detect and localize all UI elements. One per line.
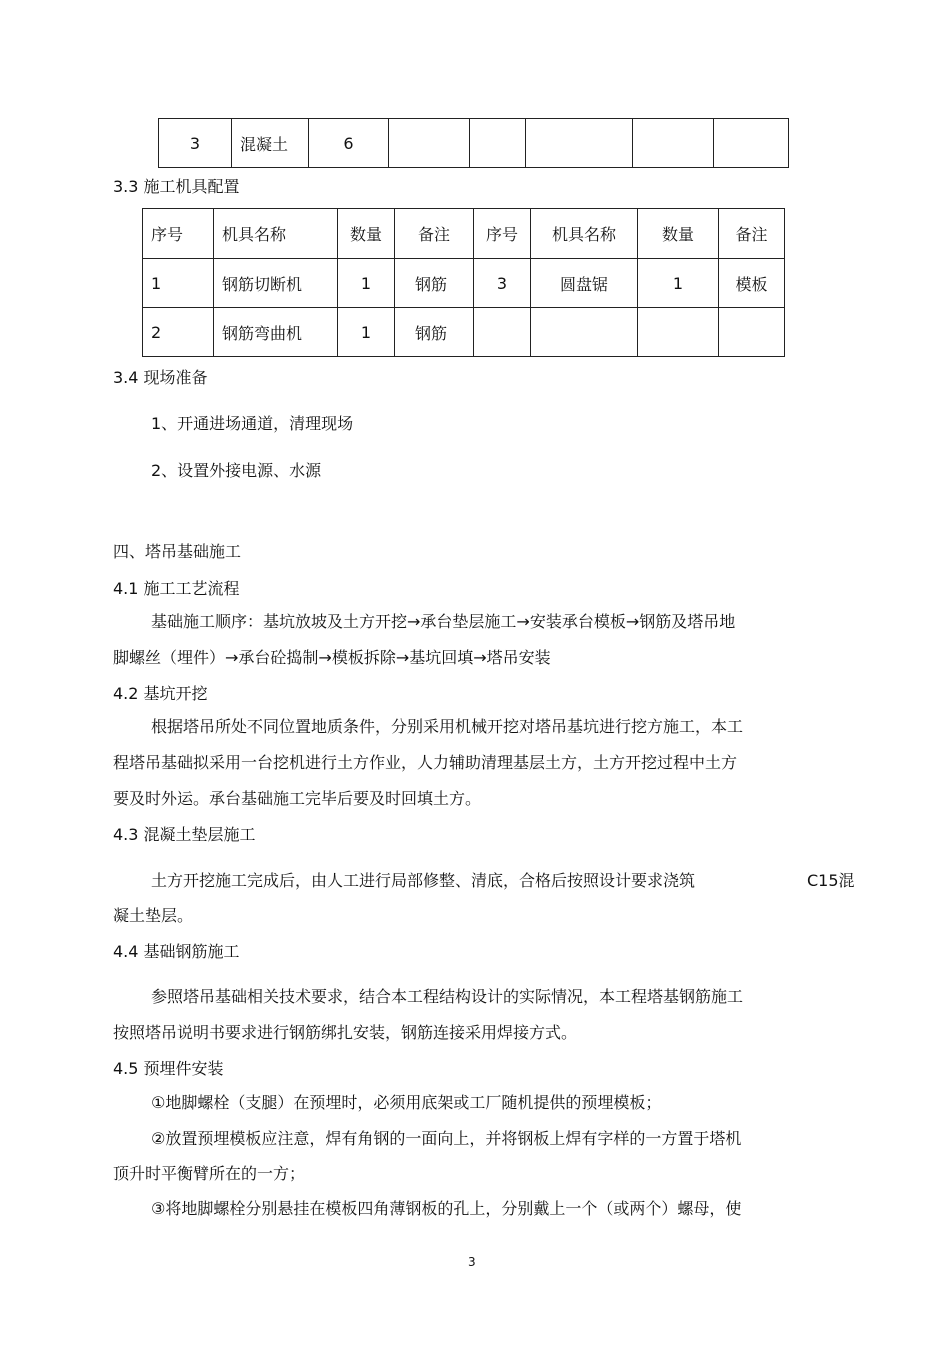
equipment-table — [142, 208, 785, 357]
paragraph-line: 基础施工顺序：基坑放坡及土方开挖→承台垫层施工→安装承台模板→钢筋及塔吊地 — [151, 612, 736, 631]
table-row — [143, 259, 785, 308]
paragraph-line: 要及时外运。承台基础施工完毕后要及时回填土方。 — [113, 789, 482, 808]
paragraph-line: ①地脚螺栓（支腿）在预埋时，必须用底架或工厂随机提供的预埋模板； — [151, 1093, 662, 1112]
table-cell: 混凝土 — [232, 119, 309, 168]
paragraph-line-fragment: C15混 — [807, 871, 855, 890]
paragraph-line: 按照塔吊说明书要求进行钢筋绑扎安装，钢筋连接采用焊接方式。 — [113, 1023, 578, 1042]
table-header-cell: 序号 — [143, 209, 214, 259]
section-heading: 4.4 基础钢筋施工 — [113, 942, 240, 961]
table-cell: 3 — [159, 119, 232, 168]
table-cell: 钢筋 — [395, 308, 474, 357]
table-cell — [633, 119, 714, 168]
table-cell: 钢筋切断机 — [214, 259, 338, 308]
section-heading: 4.2 基坑开挖 — [113, 684, 208, 703]
table-header-cell: 数量 — [338, 209, 395, 259]
table-row — [143, 308, 785, 357]
paragraph-line: 根据塔吊所处不同位置地质条件，分别采用机械开挖对塔吊基坑进行挖方施工，本工 — [151, 717, 744, 736]
paragraph-line: 凝土垫层。 — [113, 906, 194, 925]
paragraph-line: ②放置预埋模板应注意，焊有角钢的一面向上，并将钢板上焊有字样的一方置于塔机 — [151, 1129, 742, 1148]
table-cell: 钢筋弯曲机 — [214, 308, 338, 357]
table-cell: 1 — [338, 308, 395, 357]
table-cell: 1 — [143, 259, 214, 308]
table-header-row — [143, 209, 785, 259]
table-cell: 6 — [309, 119, 389, 168]
section-heading: 3.3 施工机具配置 — [113, 177, 240, 196]
paragraph-line: 程塔吊基础拟采用一台挖机进行土方作业，人力辅助清理基层土方，土方开挖过程中土方 — [113, 753, 738, 772]
table-header-cell: 备注 — [395, 209, 474, 259]
table-cell — [526, 119, 633, 168]
table-header-cell: 机具名称 — [531, 209, 638, 259]
list-item: 2、设置外接电源、水源 — [151, 461, 322, 480]
paragraph-line: 土方开挖施工完成后，由人工进行局部修整、清底，合格后按照设计要求浇筑 — [151, 871, 696, 890]
table-cell: 1 — [338, 259, 395, 308]
section-heading: 4.5 预埋件安装 — [113, 1059, 224, 1078]
table-cell: 2 — [143, 308, 214, 357]
section-heading: 4.3 混凝土垫层施工 — [113, 825, 256, 844]
table-cell — [389, 119, 470, 168]
table-header-cell: 序号 — [474, 209, 531, 259]
section-heading: 4.1 施工工艺流程 — [113, 579, 240, 598]
table-cell: 3 — [474, 259, 531, 308]
table-cell — [714, 119, 789, 168]
table-cell — [474, 308, 531, 357]
table-cell — [638, 308, 719, 357]
page-number: 3 — [468, 1255, 476, 1269]
paragraph-line: 脚螺丝（埋件）→承台砼捣制→模板拆除→基坑回填→塔吊安装 — [113, 648, 551, 667]
table-header-cell: 机具名称 — [214, 209, 338, 259]
table-cell — [470, 119, 526, 168]
table-header-cell: 数量 — [638, 209, 719, 259]
table-cell: 钢筋 — [395, 259, 474, 308]
table-cell: 模板 — [719, 259, 785, 308]
section-heading: 3.4 现场准备 — [113, 368, 208, 387]
paragraph-line: 顶升时平衡臂所在的一方； — [113, 1164, 306, 1183]
list-item: 1、开通进场通道，清理现场 — [151, 414, 354, 433]
paragraph-line: 参照塔吊基础相关技术要求，结合本工程结构设计的实际情况，本工程塔基钢筋施工 — [151, 987, 744, 1006]
table-cell — [531, 308, 638, 357]
table-row — [159, 119, 789, 168]
table-header-cell: 备注 — [719, 209, 785, 259]
table-cell: 圆盘锯 — [531, 259, 638, 308]
material-table-tail — [158, 118, 789, 168]
table-cell: 1 — [638, 259, 719, 308]
chapter-heading: 四、塔吊基础施工 — [113, 542, 242, 561]
table-cell — [719, 308, 785, 357]
paragraph-line: ③将地脚螺栓分别悬挂在模板四角薄钢板的孔上，分别戴上一个（或两个）螺母，使 — [151, 1199, 742, 1218]
